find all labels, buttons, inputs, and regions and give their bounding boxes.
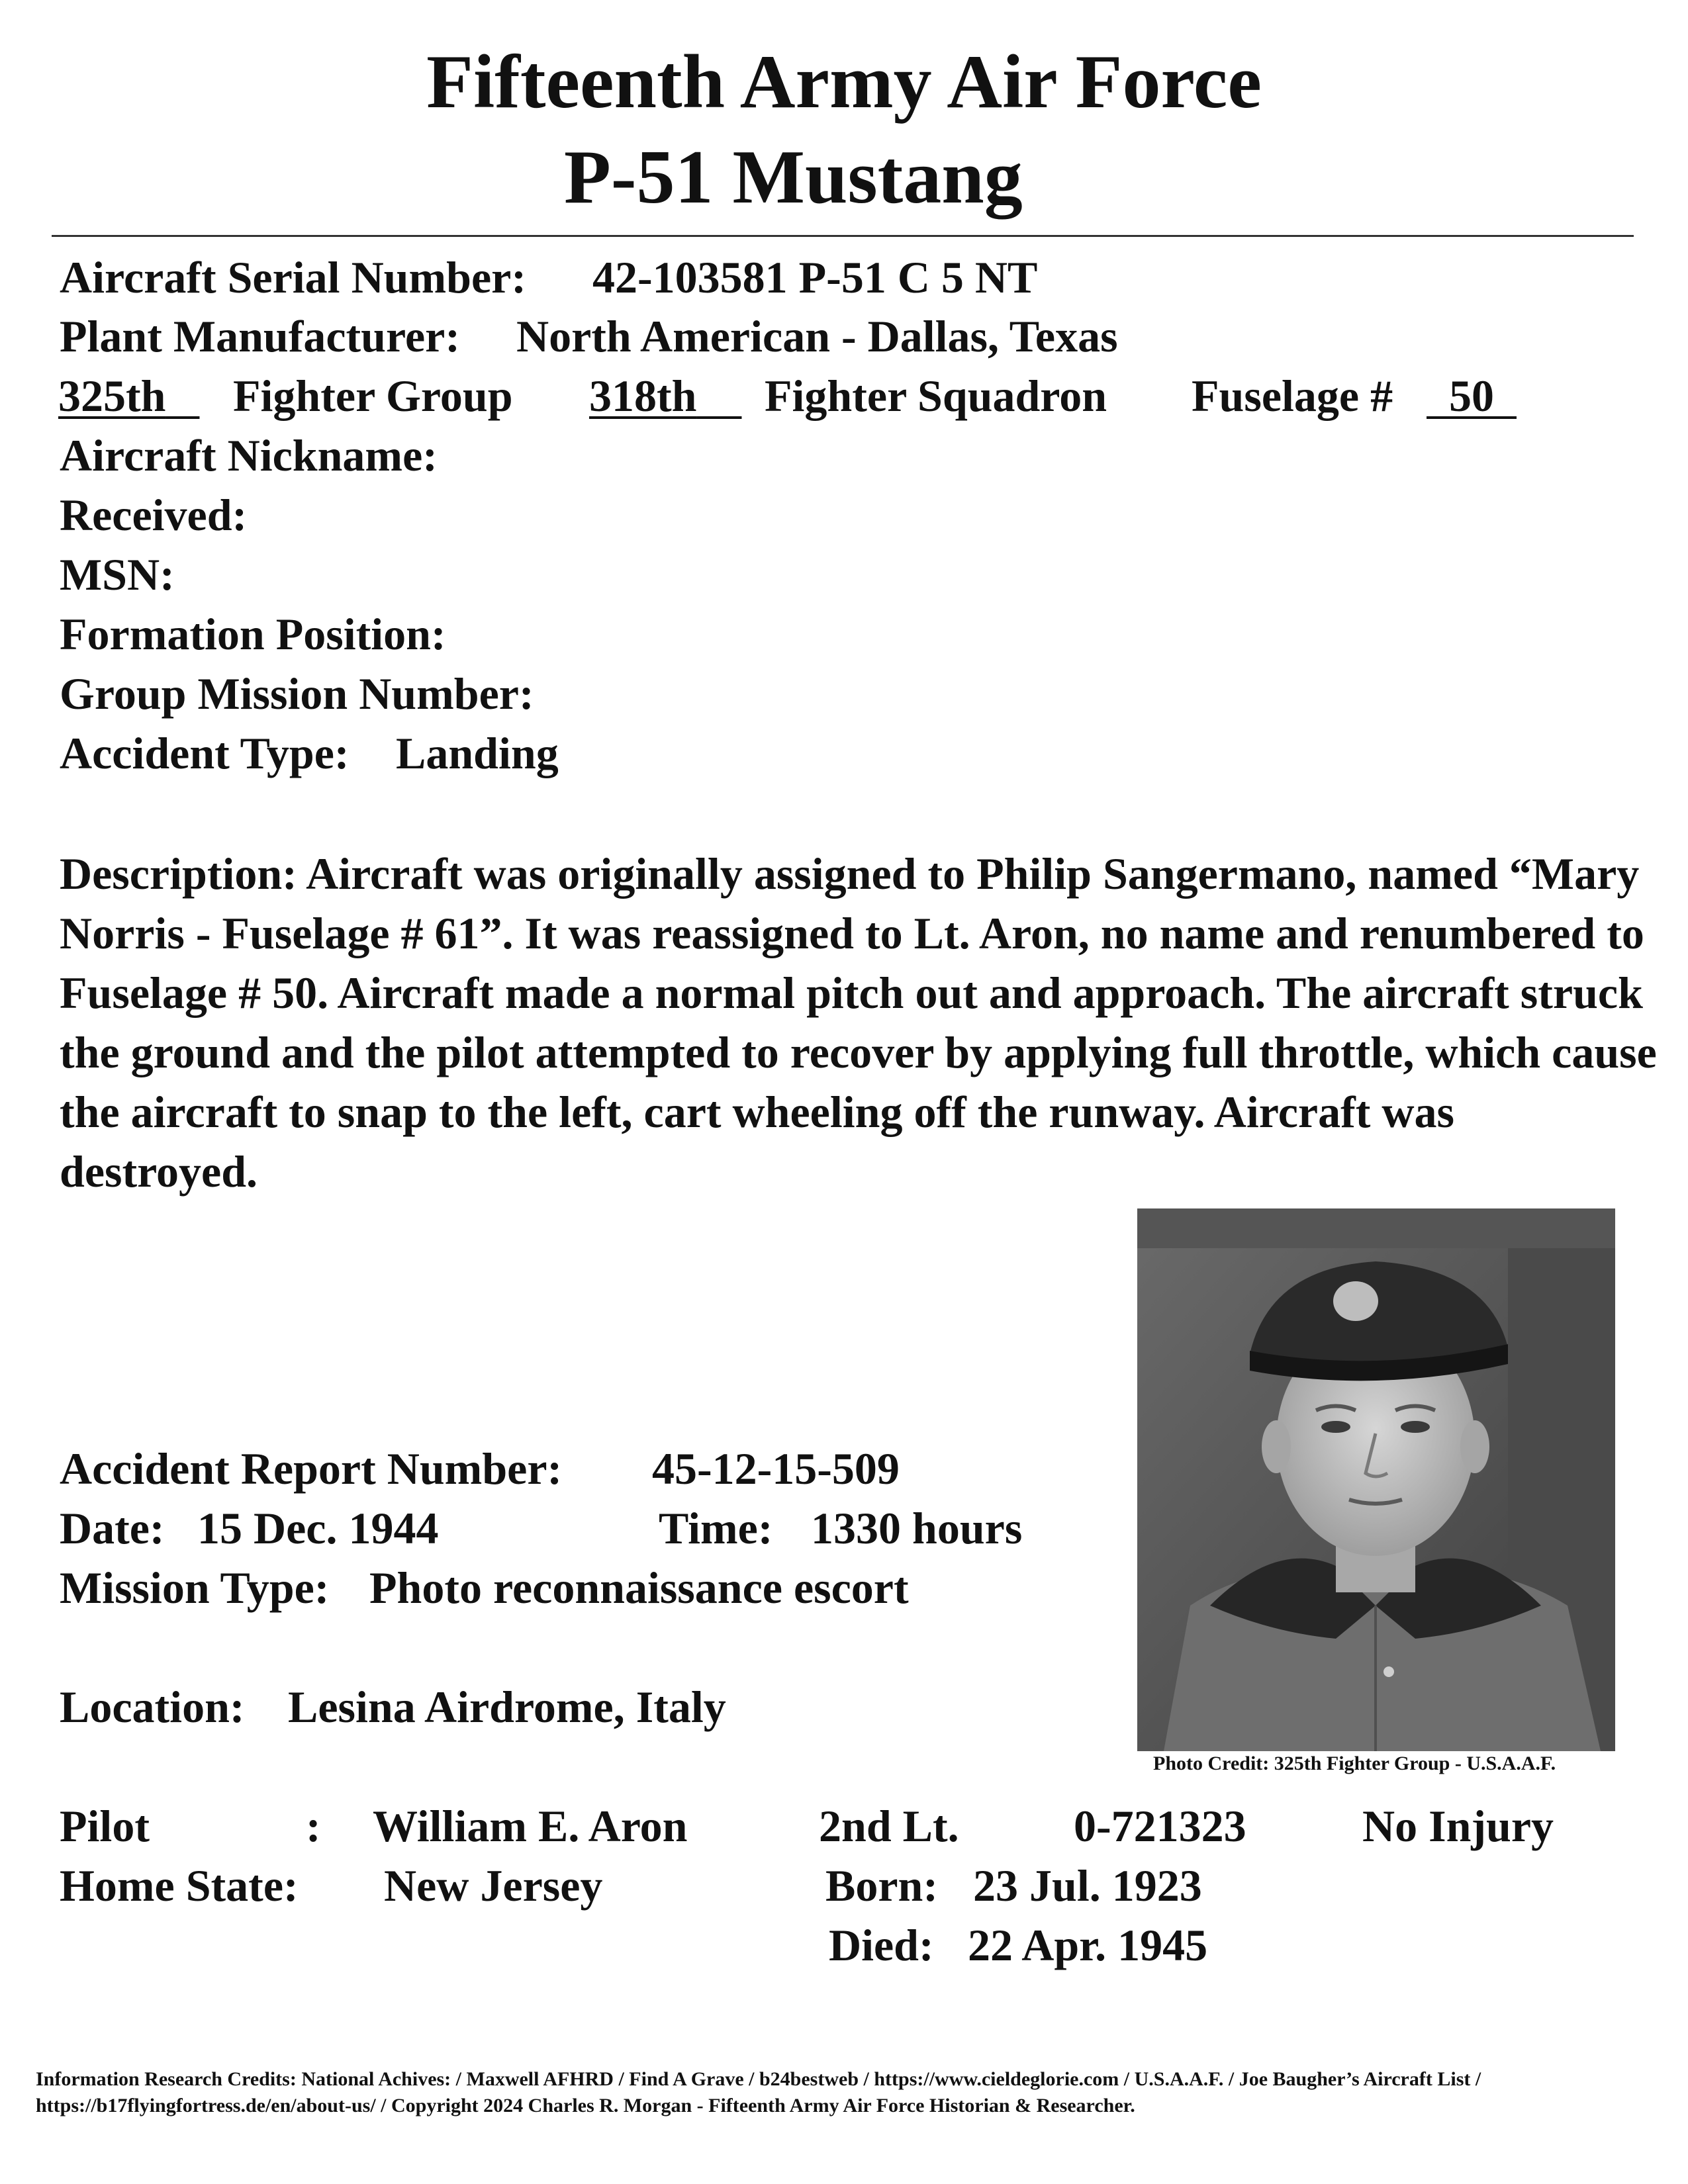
date-value: 15 Dec. 1944 — [197, 1503, 439, 1553]
pilot-photo — [1137, 1208, 1615, 1751]
died-value: 22 Apr. 1945 — [968, 1920, 1208, 1970]
accident-type-value: Landing — [396, 728, 559, 778]
plant-value: North American - Dallas, Texas — [516, 311, 1118, 361]
serial-value: 42-103581 P-51 C 5 NT — [592, 252, 1038, 302]
pilot-name: William E. Aron — [373, 1801, 688, 1851]
fighter-squadron-value: 318th — [589, 371, 697, 421]
plant-label: Plant Manufacturer: — [60, 311, 460, 361]
fighter-group-value: 325th — [58, 371, 166, 421]
description — [60, 844, 1662, 1201]
time-value: 1330 hours — [811, 1503, 1023, 1553]
page-title: Fifteenth Army Air Force — [426, 40, 1262, 124]
pilot-status: No Injury — [1362, 1801, 1554, 1851]
accident-report-label: Accident Report Number: — [60, 1443, 563, 1494]
formation-position-label: Formation Position: — [60, 609, 446, 659]
mission-type-label: Mission Type: — [60, 1563, 330, 1613]
home-state-value: New Jersey — [384, 1860, 603, 1911]
group-mission-number-label: Group Mission Number: — [60, 668, 534, 719]
serial-label: Aircraft Serial Number: — [60, 252, 526, 302]
footer-credits-line1: Information Research Credits: National Achives: / Maxwell AFHRD / Find A Grave / b24bestweb / https://www.cieldeglorie.com / U.S.A.A.F. / Joe Baugher’s Aircraft List / — [36, 2068, 1481, 2090]
fuselage-value: 50 — [1449, 371, 1494, 421]
accident-type-label: Accident Type: — [60, 728, 350, 778]
location-label: Location: — [60, 1682, 245, 1732]
home-state-label: Home State: — [60, 1860, 299, 1911]
pilot-serial: 0-721323 — [1074, 1801, 1246, 1851]
page-subtitle: P-51 Mustang — [564, 135, 1023, 220]
msn-label: MSN: — [60, 549, 175, 600]
received-label: Received: — [60, 490, 248, 540]
pilot-rank: 2nd Lt. — [819, 1801, 959, 1851]
fuselage-label: Fuselage # — [1192, 371, 1393, 421]
born-label: Born: — [825, 1860, 938, 1911]
date-label: Date: — [60, 1503, 165, 1553]
born-value: 23 Jul. 1923 — [973, 1860, 1202, 1911]
header-divider — [52, 235, 1634, 237]
fighter-squadron-label: Fighter Squadron — [765, 371, 1107, 421]
nickname-label: Aircraft Nickname: — [60, 430, 438, 480]
fighter-group-label: Fighter Group — [233, 371, 513, 421]
pilot-colon: : — [306, 1801, 321, 1851]
photo-credit: Photo Credit: 325th Fighter Group - U.S.A.A.F. — [1153, 1752, 1556, 1774]
time-label: Time: — [659, 1503, 773, 1553]
mission-type-value: Photo reconnaissance escort — [369, 1563, 909, 1613]
footer-credits-line2: https://b17flyingfortress.de/en/about-us/ / Copyright 2024 Charles R. Morgan - Fifteenth Army Air Force Historian & Researcher. — [36, 2095, 1135, 2116]
location-value: Lesina Airdrome, Italy — [288, 1682, 726, 1732]
accident-report-value: 45-12-15-509 — [652, 1443, 900, 1494]
died-label: Died: — [829, 1920, 934, 1970]
pilot-label: Pilot — [60, 1801, 150, 1851]
description-text: Aircraft was originally assigned to Philip Sangermano, named “Mary Norris - Fuselage # 61”. It was reassigned to Lt. Aron, no name and renumbered to Fuselage # 50. Aircraft made a normal pitch out and approach. The aircraft struck the ground and the pilot attempted to recover by applying full throttle, which cause the aircraft to snap to the left, cart wheeling off the runway. Aircraft was destroyed. — [60, 848, 1657, 1197]
description-label: Description: — [60, 848, 297, 899]
